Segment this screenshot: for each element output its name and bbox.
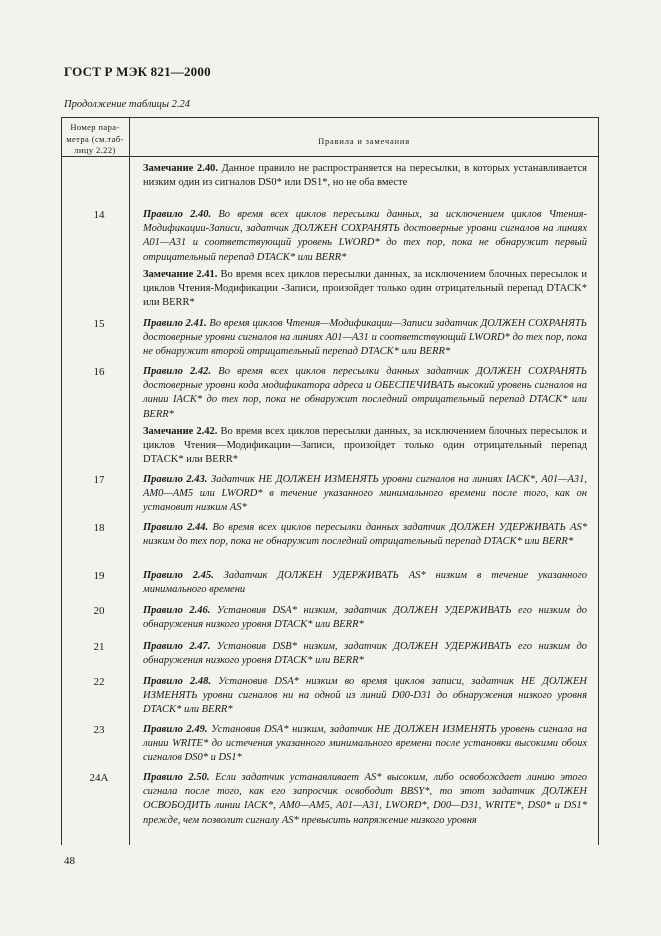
row-label: Правило 2.44. (143, 522, 209, 533)
row-text: Правило 2.50. Если задатчик устанавливает AS* высоким, либо освобождает линию этого сигнала после того, как его запросчик освободит BBSY*, то этот задатчик ДОЛЖЕН ОСВОБОДИТЬ линии IACK*, АМ0—АМ5, А01—А31, LWORD*, D00—D31, WRITE*, DS0* и DS1* прежде, чем позволит сигналу AS* превысить напряжение низкого уровня (143, 772, 587, 826)
row-label: Замечание 2.41. (143, 269, 218, 280)
param-number: 23 (93, 724, 105, 736)
row-label: Правило 2.43. (143, 474, 208, 485)
row-text: Замечание 2.40. Данное правило не распространяется на пересылки, в которых устанавливается низким один из сигналов DS0* или DS1*, но не оба вместе (143, 163, 588, 189)
param-number: 20 (93, 605, 105, 617)
row-label: Правило 2.40. (143, 209, 212, 220)
row-text: Правило 2.40. Во время всех циклов пересылки данных, за исключением циклов Чтения-Модификации-Записи, задатчик ДОЛЖЕН СОХРАНЯТЬ достоверные уровни сигналов на линиях А01—А31 и соответствующий уровень LWORD* до тех пор, пока не обнаружит первый отрицательный перепад DTACK* или BERR* (143, 209, 588, 263)
param-number: 22 (93, 676, 105, 688)
row-text: Правило 2.42. Во время всех циклов пересылки данных задатчик ДОЛЖЕН СОХРАНЯТЬ достоверные уровни кода модификатора адреса и ОБЕСПЕЧИВАТЬ высокий уровень сигналов на линии IACK* до тех пор, пока не обнаружит последний отрицательный перепад DTACK* или BERR* (143, 366, 588, 420)
row-label: Правило 2.49. (143, 724, 208, 735)
page-number: 48 (64, 855, 75, 867)
row-label: Правило 2.42. (143, 366, 212, 377)
column-header-param-number: Номер пара- метра (см.таб- лицу 2.22) (66, 122, 124, 155)
row-text: Правило 2.45. Задатчик ДОЛЖЕН УДЕРЖИВАТЬ AS* низким в течение указанного минимального времени (143, 570, 587, 596)
row-text: Правило 2.44. Во время всех циклов пересылки данных задатчик ДОЛЖЕН УДЕРЖИВАТЬ AS* низким до тех пор, пока не обнаружит последний отрицательный перепад DTACK* или BERR* (143, 522, 587, 548)
row-label: Правило 2.47. (143, 641, 211, 652)
row-label: Правило 2.48. (143, 676, 212, 687)
row-label: Правило 2.45. (143, 570, 214, 581)
row-label: Замечание 2.42. (143, 426, 218, 437)
column-header-rules: Правила и замечания (318, 136, 410, 146)
param-number: 18 (93, 522, 105, 534)
param-number: 21 (93, 641, 105, 653)
row-text: Правило 2.43. Задатчик НЕ ДОЛЖЕН ИЗМЕНЯТЬ уровни сигналов на линиях IACK*, А01—А31, АМ0—АМ5 или LWORD* в течение указанного минимального времени после того, как он установит низким AS* (143, 474, 587, 514)
row-text: Правило 2.48. Установив DSA* низким во время циклов записи, задатчик НЕ ДОЛЖЕН ИЗМЕНЯТЬ уровни сигналов ни на одной из линий D00-D31 до обнаружения низкого уровня DTACK* или BERR* (143, 676, 588, 716)
row-text: Правило 2.46. Установив DSA* низким, задатчик ДОЛЖЕН УДЕРЖИВАТЬ его низким до обнаружения низкого уровня DTACK* или BERR* (143, 605, 588, 631)
row-text: Правило 2.41. Во время циклов Чтения—Модификации—Записи задатчик ДОЛЖЕН СОХРАНЯТЬ достоверные уровни сигналов на линиях А01—А31 и соответствующий LWORD* до тех пор, пока не обнаружит второй отрицательный перепад DTACK* или BERR* (143, 318, 587, 358)
param-number: 16 (93, 366, 105, 378)
row-label: Правило 2.50. (143, 772, 210, 783)
row-text: Правило 2.47. Установив DSB* низким, задатчик ДОЛЖЕН УДЕРЖИВАТЬ его низким до обнаружения низкого уровня DTACK* или BERR* (143, 641, 588, 667)
rules-table (61, 117, 599, 845)
param-number: 15 (93, 318, 105, 330)
row-text: Замечание 2.42. Во время всех циклов пересылки данных, за исключением блочных пересылок и циклов Чтения—Модификации—Записи, произойдет только один отрицательный перепад DTACK* или BERR* (143, 426, 588, 466)
param-number: 24А (89, 772, 109, 784)
row-label: Правило 2.41. (143, 318, 207, 329)
table-caption: Продолжение таблицы 2.24 (64, 99, 191, 110)
row-text: Замечание 2.41. Во время всех циклов пересылки данных, за исключением блочных пересылок и циклов Чтения-Модификации -Записи, произойдет только один отрицательный перепад DTACK* или BERR* (143, 269, 588, 309)
param-number: 19 (93, 570, 105, 582)
param-number: 17 (93, 474, 105, 486)
row-label: Замечание 2.40. (143, 163, 218, 174)
param-number: 14 (93, 209, 105, 221)
row-text: Правило 2.49. Установив DSA* низким, задатчик НЕ ДОЛЖЕН ИЗМЕНЯТЬ уровень сигнала на линии WRITE* до истечения указанного минимального времени после установки высокими обоих сигналов DS0* и DS1* (143, 724, 587, 764)
standard-title: ГОСТ Р МЭК 821—2000 (64, 64, 211, 79)
row-label: Правило 2.46. (143, 605, 211, 616)
